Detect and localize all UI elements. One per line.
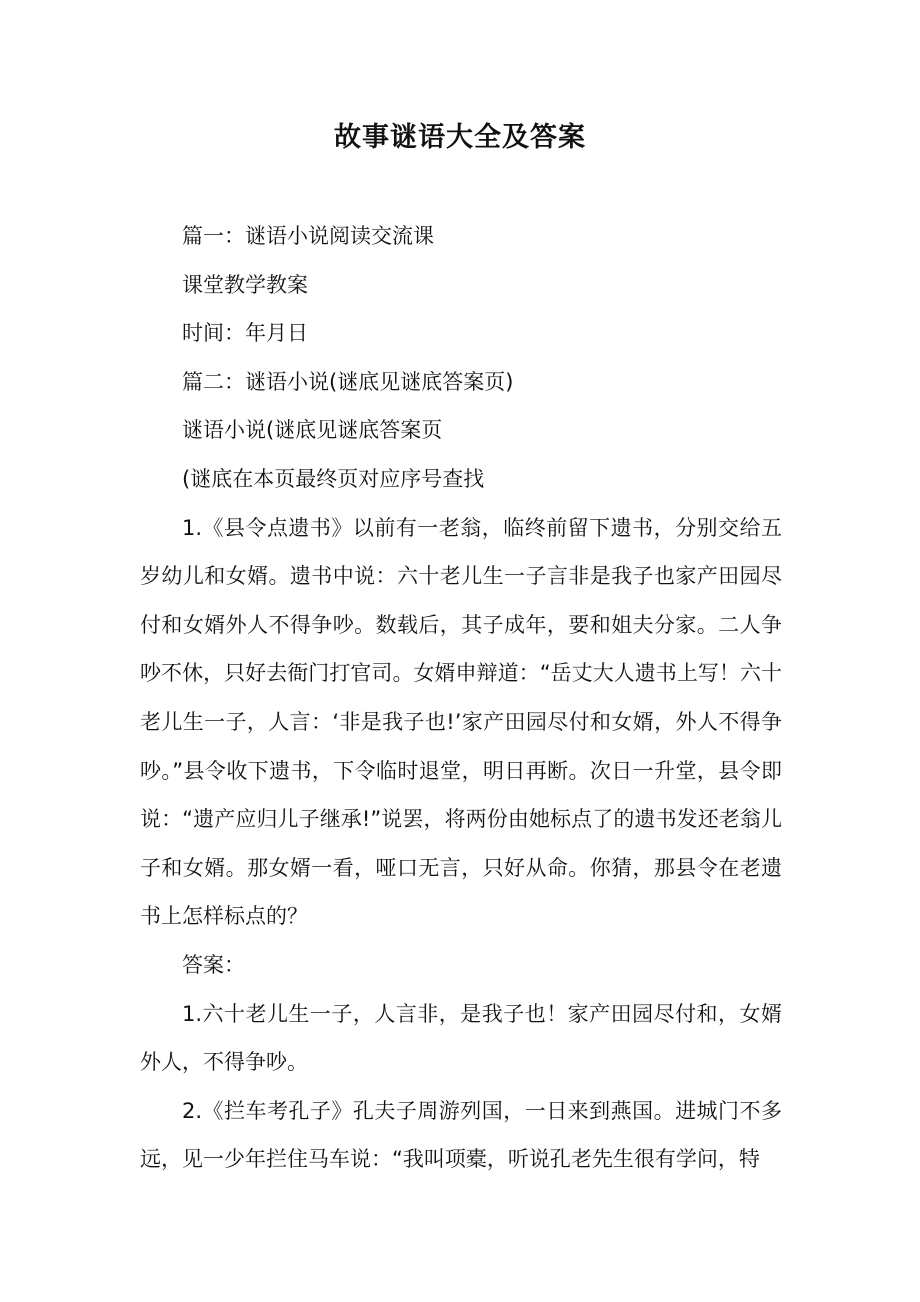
paragraph-lookup-note: (谜底在本页最终页对应序号查找 bbox=[182, 466, 485, 491]
paragraph-answer-heading: 答案： bbox=[182, 952, 245, 977]
paragraph-riddle-2: 2.《拦车考孔子》孔夫子周游列国，一日来到燕国。进城门不多远，见一少年拦住马车说：“我叫项橐，听说孔老先生很有学问，特 bbox=[140, 1098, 782, 1172]
document-title: 故事谜语大全及答案 bbox=[334, 122, 586, 153]
paragraph-lesson-plan: 课堂教学教案 bbox=[182, 272, 308, 297]
paragraph-section-two-heading: 篇二：谜语小说(谜底见谜底答案页) bbox=[182, 369, 514, 394]
paragraph-answer-1: 1.六十老儿生一子，人言非，是我子也！家产田园尽付和，女婿外人，不得争吵。 bbox=[140, 1001, 782, 1075]
document-body bbox=[140, 212, 782, 1184]
paragraph-riddle-subtitle: 谜语小说(谜底见谜底答案页 bbox=[182, 418, 443, 443]
paragraph-riddle-1: 1.《县令点遗书》以前有一老翁，临终前留下遗书，分别交给五岁幼儿和女婿。遗书中说：六十老儿生一子言非是我子也家产田园尽付和女婿外人不得争吵。数载后，其子成年，要和姐夫分家。二人争吵不休，只好去衙门打官司。女婿申辩道：“岳丈大人遗书上写！六十老儿生一子，人言：‘非是我子也!’家产田园尽付和女婿，外人不得争吵。”县令收下遗书，下令临时退堂，明日再断。次日一升堂，县令即说：“遗产应归儿子继承!”说罢，将两份由她标点了的遗书发还老翁儿子和女婿。那女婿一看，哑口无言，只好从命。你猜，那县令在老遗书上怎样标点的？ bbox=[140, 515, 782, 929]
paragraph-section-one-heading: 篇一：谜语小说阅读交流课 bbox=[182, 224, 434, 248]
paragraph-date: 时间：年月日 bbox=[182, 321, 308, 346]
